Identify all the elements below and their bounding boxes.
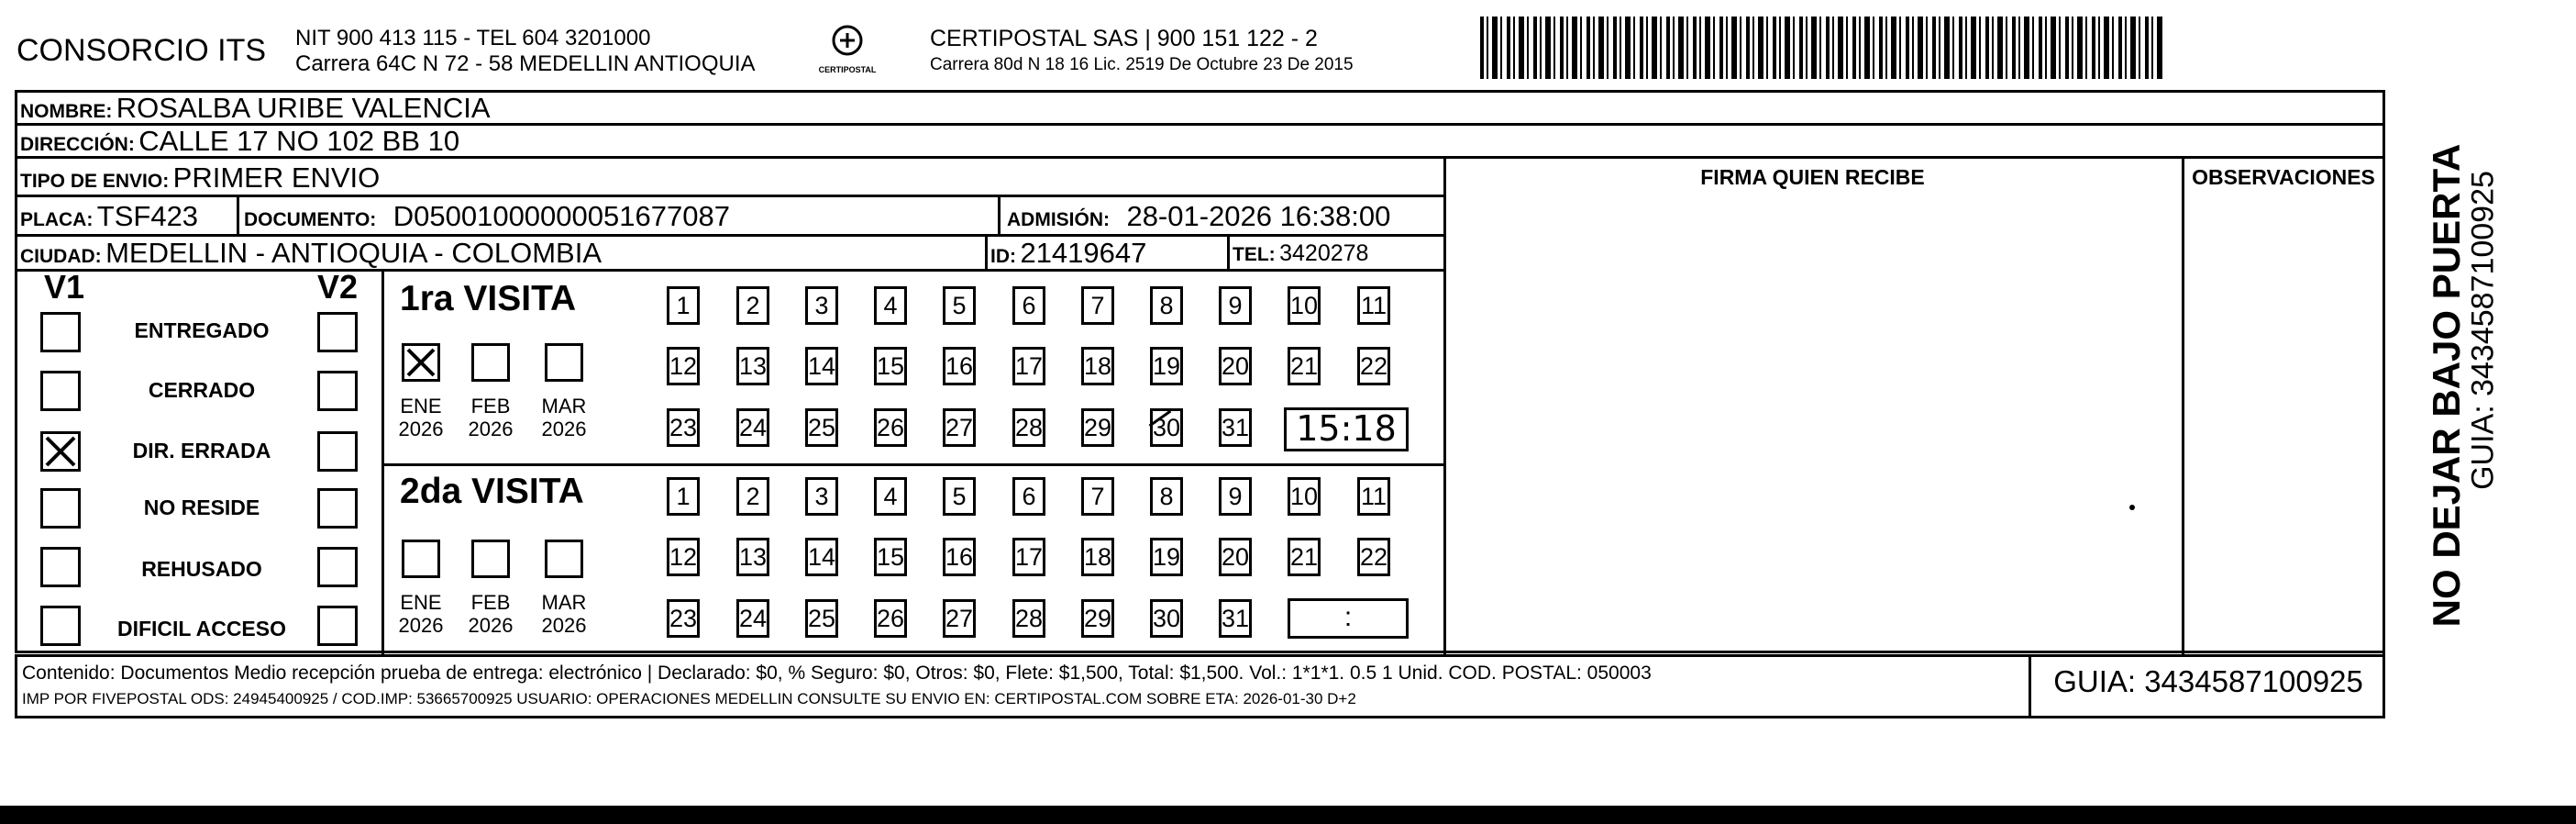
visit2-day-16[interactable]: 16 [943,538,976,576]
visit2-day-20[interactable]: 20 [1219,538,1252,576]
visit1-day-3[interactable]: 3 [805,286,838,325]
visit1-time-box[interactable] [1284,407,1409,451]
barcode [1480,17,2163,79]
visit1-day-21[interactable]: 21 [1288,347,1321,385]
direccion-value: CALLE 17 NO 102 BB 10 [138,125,460,157]
tel-value: 3420278 [1279,240,1369,266]
visit1-month-mar-label: MAR 2026 [541,395,587,440]
documento-value: D05001000000051677087 [392,200,730,232]
visit1-day-24[interactable]: 24 [736,408,769,447]
visit2-day-5[interactable]: 5 [943,477,976,516]
visit2-day-29[interactable]: 29 [1081,599,1114,638]
v2-checkbox-cerrado[interactable] [317,371,358,411]
visit1-time: 15:18 [1296,408,1397,449]
v1-checkbox-cerrado[interactable] [40,371,81,411]
visit1-day-11[interactable]: 11 [1357,286,1390,325]
ciudad-value: MEDELLIN - ANTIOQUIA - COLOMBIA [105,237,602,269]
visit1-month-feb-box[interactable] [471,343,510,382]
visit1-day-8[interactable]: 8 [1150,286,1183,325]
visit1-day-9[interactable]: 9 [1219,286,1252,325]
status-label-entregado: ENTREGADO [134,318,270,342]
status-label-cerrado: CERRADO [148,378,256,402]
visit2-day-10[interactable]: 10 [1288,477,1321,516]
certipostal-line: CERTIPOSTAL SAS | 900 151 122 - 2 [930,26,1318,51]
visit2-time: : [1343,602,1353,632]
certipostal-address: Carrera 80d N 18 16 Lic. 2519 De Octubre 23 De 2015 [930,55,1354,74]
visit2-day-2[interactable]: 2 [736,477,769,516]
v2-checkbox-rehusado[interactable] [317,547,358,587]
id-value: 21419647 [1020,237,1147,269]
visit2-time-box[interactable] [1288,598,1409,639]
visit1-day-16[interactable]: 16 [943,347,976,385]
visit1-day-19[interactable]: 19 [1150,347,1183,385]
visit2-day-12[interactable]: 12 [667,538,700,576]
visit1-day-29[interactable]: 29 [1081,408,1114,447]
v2-header: V2 [317,268,359,306]
check-x-icon [404,346,437,379]
visit2-day-7[interactable]: 7 [1081,477,1114,516]
id-field [990,237,1146,270]
v1-checkbox-entregado[interactable] [40,312,81,352]
visit1-month-feb-label: FEB 2026 [468,395,514,440]
visit1-day-13[interactable]: 13 [736,347,769,385]
visit2-day-19[interactable]: 19 [1150,538,1183,576]
visit1-day-6[interactable]: 6 [1012,286,1045,325]
visit2-day-13[interactable]: 13 [736,538,769,576]
visit1-day-30[interactable]: 30 [1150,408,1183,447]
nombre-field [20,92,491,125]
tipo-envio-value: PRIMER ENVIO [172,161,381,194]
status-label-dir-errada: DIR. ERRADA [132,439,271,462]
status-label-no-reside: NO RESIDE [143,496,260,519]
placa-value: TSF423 [96,200,199,232]
visit2-month-mar-label: MAR 2026 [541,591,587,637]
signature-dot [2129,505,2135,510]
visit2-day-3[interactable]: 3 [805,477,838,516]
visit1-day-12[interactable]: 12 [667,347,700,385]
visit2-day-30[interactable]: 30 [1150,599,1183,638]
v1-checkbox-no-reside[interactable] [40,488,81,529]
visit2-day-4[interactable]: 4 [874,477,907,516]
visit1-day-7[interactable]: 7 [1081,286,1114,325]
documento-field [244,200,730,233]
visit2-month-mar-box[interactable] [545,540,583,578]
visit2-day-28[interactable]: 28 [1012,599,1045,638]
visit2-day-15[interactable]: 15 [874,538,907,576]
visit2-month-ene-box[interactable] [402,540,440,578]
day-strike-mark [1149,410,1187,448]
tel-field [1233,240,1368,267]
visit2-day-6[interactable]: 6 [1012,477,1045,516]
status-label-dificil-acceso: DIFICIL ACCESO [116,617,286,640]
placa-label: PLACA: [20,209,94,230]
certipostal-logo [811,24,884,77]
visit1-day-25[interactable]: 25 [805,408,838,447]
visit2-day-1[interactable]: 1 [667,477,700,516]
admision-value: 28-01-2026 16:38:00 [1126,200,1391,232]
second-visit-label: 2da VISITA [400,472,584,511]
visit1-day-31[interactable]: 31 [1219,408,1252,447]
id-label: ID: [990,246,1016,267]
visit2-day-8[interactable]: 8 [1150,477,1183,516]
visit2-day-22[interactable]: 22 [1357,538,1390,576]
v2-checkbox-dificil-acceso[interactable] [317,606,358,646]
tipo-envio-label: TIPO DE ENVIO: [20,171,170,192]
visit1-day-15[interactable]: 15 [874,347,907,385]
visit1-day-22[interactable]: 22 [1357,347,1390,385]
v2-checkbox-no-reside[interactable] [317,488,358,529]
visit1-month-ene-label: ENE 2026 [398,395,444,440]
visit1-day-27[interactable]: 27 [943,408,976,447]
certipostal-logo-icon [827,24,868,61]
v2-checkbox-dir-errada[interactable] [317,431,358,472]
v1-checkbox-dificil-acceso[interactable] [40,606,81,646]
admision-field [1007,200,1390,233]
ciudad-label: CIUDAD: [20,246,102,267]
visit1-day-10[interactable]: 10 [1288,286,1321,325]
visit1-day-18[interactable]: 18 [1081,347,1114,385]
v1-header: V1 [44,268,85,306]
visit2-day-18[interactable]: 18 [1081,538,1114,576]
placa-field [20,200,198,233]
v1-checkbox-rehusado[interactable] [40,547,81,587]
visit2-day-21[interactable]: 21 [1288,538,1321,576]
company-name: CONSORCIO ITS [17,33,267,68]
visit2-day-24[interactable]: 24 [736,599,769,638]
tipo-envio-field [20,161,380,195]
check-x-icon [43,434,78,469]
visit2-day-17[interactable]: 17 [1012,538,1045,576]
admision-label: ADMISIÓN: [1007,209,1110,230]
nombre-value: ROSALBA URIBE VALENCIA [116,92,491,124]
documento-label: DOCUMENTO: [244,209,377,230]
side-guia: GUIA: 3434587100925 [2465,171,2501,490]
visit2-day-27[interactable]: 27 [943,599,976,638]
visit2-month-feb-box[interactable] [471,540,510,578]
tel-label: TEL: [1233,244,1276,265]
no-dejar-bajo-puerta: NO DEJAR BAJO PUERTA [2425,143,2468,628]
ciudad-field [20,237,602,270]
visit1-day-17[interactable]: 17 [1012,347,1045,385]
status-label-rehusado: REHUSADO [141,557,262,581]
visit2-day-26[interactable]: 26 [874,599,907,638]
visit1-day-4[interactable]: 4 [874,286,907,325]
direccion-label: DIRECCIÓN: [20,134,135,155]
guia-box: GUIA: 3434587100925 [2053,664,2363,698]
observaciones-header: OBSERVACIONES [2192,165,2375,189]
direccion-field [20,125,459,158]
nombre-label: NOMBRE: [20,101,113,122]
visit2-day-14[interactable]: 14 [805,538,838,576]
visit1-day-14[interactable]: 14 [805,347,838,385]
visit2-month-feb-label: FEB 2026 [468,591,514,637]
visit1-day-1[interactable]: 1 [667,286,700,325]
visit2-day-25[interactable]: 25 [805,599,838,638]
visit1-day-5[interactable]: 5 [943,286,976,325]
company-address: Carrera 64C N 72 - 58 MEDELLIN ANTIOQUIA [295,51,756,76]
visit1-day-28[interactable]: 28 [1012,408,1045,447]
nit-line: NIT 900 413 115 - TEL 604 3201000 [295,26,651,50]
logo-text: CERTIPOSTAL [818,65,877,74]
v1-checkbox-dir-errada[interactable] [40,431,81,472]
visit2-month-ene-label: ENE 2026 [398,591,444,637]
firma-header: FIRMA QUIEN RECIBE [1700,165,1925,189]
visit2-day-31[interactable]: 31 [1219,599,1252,638]
visit2-day-23[interactable]: 23 [667,599,700,638]
v2-checkbox-entregado[interactable] [317,312,358,352]
first-visit-label: 1ra VISITA [400,279,577,318]
visit1-month-mar-box[interactable] [545,343,583,382]
imp-text: IMP POR FIVEPOSTAL ODS: 24945400925 / COD.IMP: 53665700925 USUARIO: OPERACIONES MEDELLIN CONSULTE SU ENVIO EN: CERTIPOSTAL.COM SOBRE ETA: 2026-01-30 D+2 [22,690,1356,707]
visit1-day-2[interactable]: 2 [736,286,769,325]
contenido-text: Contenido: Documentos Medio recepción prueba de entrega: electrónico | Declarado: $0, % Seguro: $0, Otros: $0, Flete: $1,500, Total: $1,500. Vol.: 1*1*1. 0.5 1 Unid. COD. POSTAL: 050003 [22,663,1652,684]
visit2-day-11[interactable]: 11 [1357,477,1390,516]
visit1-day-23[interactable]: 23 [667,408,700,447]
visit1-day-20[interactable]: 20 [1219,347,1252,385]
visit1-day-26[interactable]: 26 [874,408,907,447]
visit2-day-9[interactable]: 9 [1219,477,1252,516]
visit1-month-ene-box[interactable] [402,343,440,382]
bottom-bar [0,806,2576,824]
